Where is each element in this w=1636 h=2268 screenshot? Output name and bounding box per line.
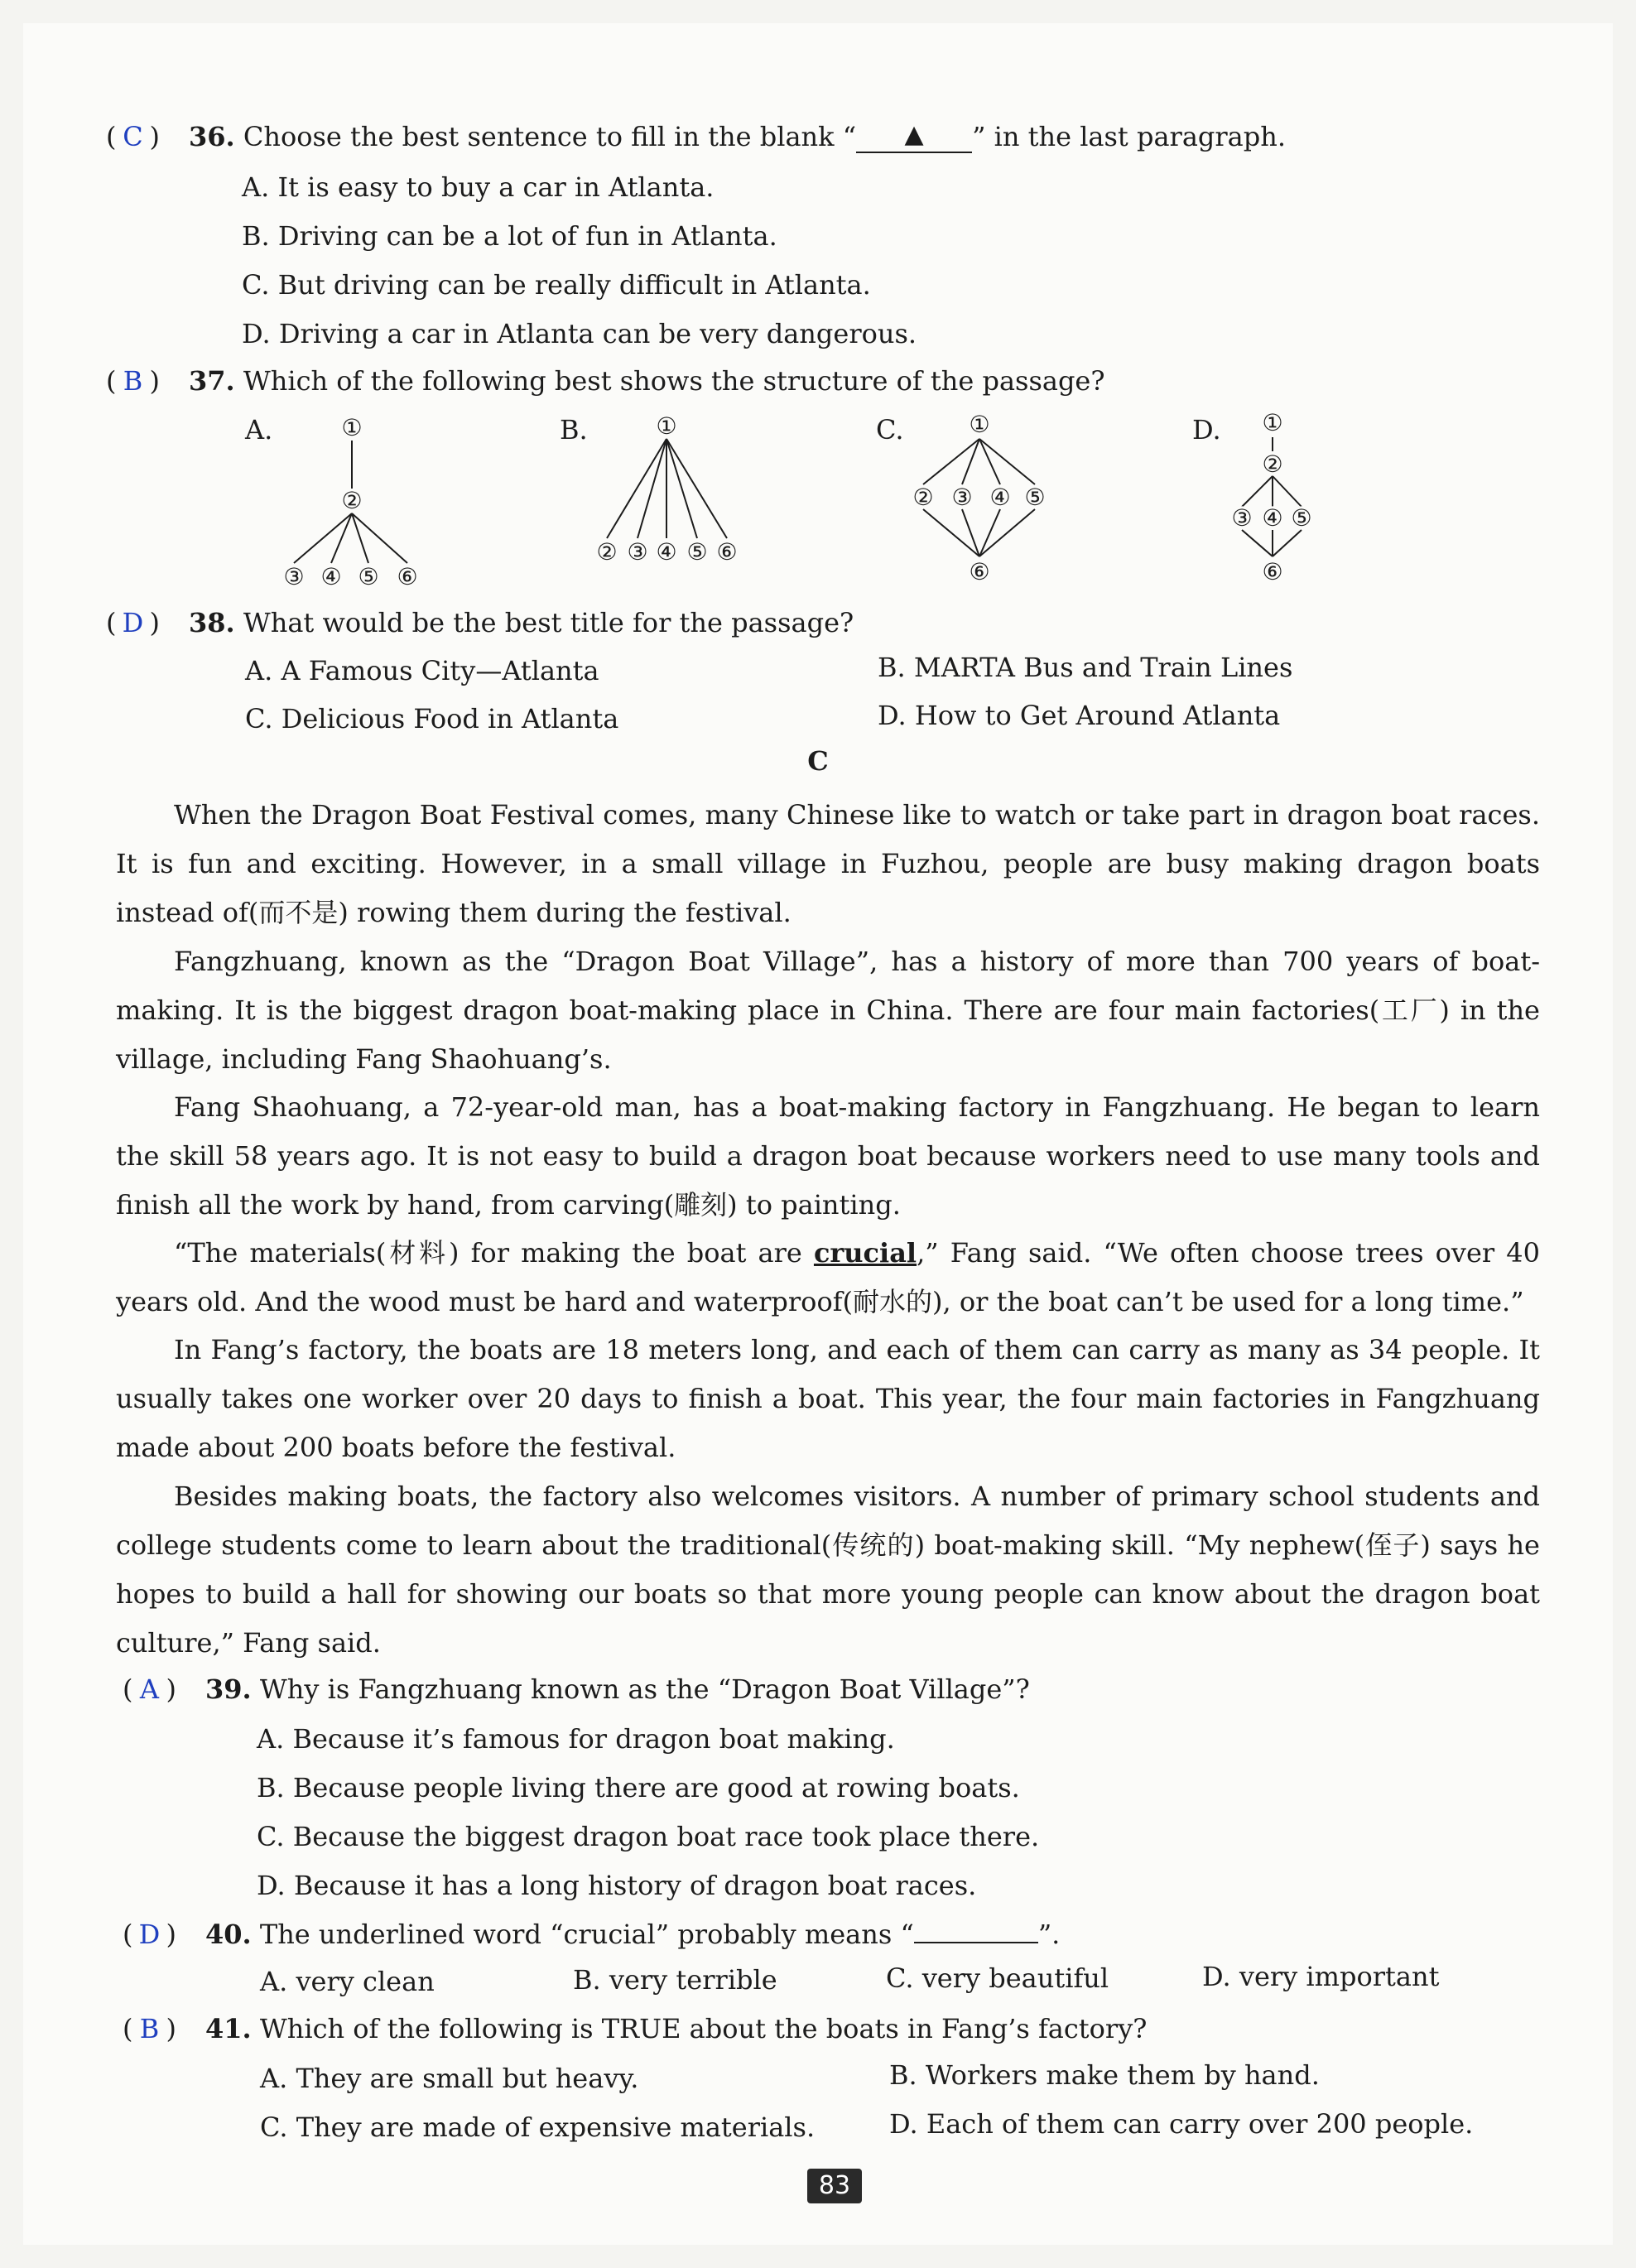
node-d-3: ③ [1231,504,1253,532]
diagram-d-label: D. [1192,414,1221,445]
question-37: ( B ) 37. Which of the following best shows the structure of the passage? [106,365,1105,397]
question-40: ( D ) 40. The underlined word “crucial” probably means “ ”. [123,1919,1061,1950]
node-c-4: ④ [989,484,1011,511]
node-b-5: ⑤ [686,538,708,566]
passage-paragraph-4: “The materials(材料) for making the boat are crucial,” Fang said. “We often choose trees over 40 years old. And the wood must be hard and waterproof(耐水的), or the boat can’t be used for a long time.” [116,1237,1540,1317]
node-a-6: ⑥ [397,563,418,590]
passage-paragraph-2: Fangzhuang, known as the “Dragon Boat Village”, has a history of more than 700 years of boat-making. It is the biggest dragon boat-making place in China. There are four main factories(工厂) in the village, including Fang Shaohuang’s. [116,946,1540,1075]
question-number: 37. [189,365,235,397]
option-41-a: A. They are small but heavy. [260,2063,639,2094]
option-36-a: A. It is easy to buy a car in Atlanta. [242,171,715,203]
node-c-3: ③ [951,484,973,511]
answer-38: D [122,607,144,638]
option-40-d: D. very important [1202,1961,1440,1992]
node-b-6: ⑥ [716,538,738,566]
option-38-a: A. A Famous City—Atlanta [245,655,599,686]
node-c-1: ① [969,411,990,438]
answer-40: D [138,1919,161,1950]
diagram-b-label: B. [560,414,588,445]
option-41-c: C. They are made of expensive materials. [260,2112,816,2143]
option-40-b: B. very terrible [573,1964,777,1996]
node-a-1: ① [341,414,363,441]
triangle-icon: ▲ [904,120,924,149]
option-38-d: D. How to Get Around Atlanta [878,700,1281,731]
question-39: ( A ) 39. Why is Fangzhuang known as the “Dragon Boat Village”? [123,1673,1030,1705]
question-text: Which of the following is TRUE about the boats in Fang’s factory? [259,2013,1148,2044]
node-b-2: ② [596,538,618,566]
node-a-3: ③ [283,563,305,590]
node-a-4: ④ [320,563,342,590]
option-41-d: D. Each of them can carry over 200 people. [889,2108,1474,2140]
node-d-2: ② [1262,450,1283,478]
option-40-a: A. very clean [260,1966,435,1997]
option-41-b: B. Workers make them by hand. [889,2059,1320,2091]
question-38: ( D ) 38. What would be the best title for the passage? [106,607,854,638]
passage-paragraph-1: When the Dragon Boat Festival comes, many Chinese like to watch or take part in dragon boat races. It is fun and exciting. However, in a small village in Fuzhou, people are busy making dragon boats instead of(而不是) rowing them during the festival. [116,799,1540,928]
answer-36: C [123,121,143,152]
passage-paragraph-6: Besides making boats, the factory also welcomes visitors. A number of primary school students and college students come to learn about the traditional(传统的) boat-making skill. “My nephew(侄子) says he hopes to build a hall for showing our boats so that more young people can know about the dragon boat culture,” Fang said. [116,1481,1540,1659]
underlined-word: crucial [813,1237,917,1269]
blank [914,1942,1038,1943]
section-title: C [807,745,829,777]
option-39-a: A. Because it’s famous for dragon boat making. [257,1723,895,1755]
question-36: ( C ) 36. Choose the best sentence to fill in the blank “ ▲ ” in the last paragraph. [106,120,1286,156]
question-text: Why is Fangzhuang known as the “Dragon Boat Village”? [259,1673,1030,1705]
question-number: 41. [205,2013,252,2044]
question-text: Which of the following best shows the structure of the passage? [243,365,1105,397]
node-c-2: ② [912,484,934,511]
option-40-c: C. very beautiful [886,1962,1109,1994]
question-text-end: ”. [1037,1919,1061,1950]
node-b-1: ① [656,412,677,440]
option-36-d: D. Driving a car in Atlanta can be very dangerous. [242,318,917,349]
question-number: 36. [189,121,235,152]
node-c-5: ⑤ [1024,484,1046,511]
node-a-2: ② [341,487,363,514]
node-b-4: ④ [656,538,677,566]
question-text: The underlined word “crucial” probably means “ [259,1919,914,1950]
option-38-c: C. Delicious Food in Atlanta [245,703,619,734]
passage-paragraph-5: In Fang’s factory, the boats are 18 meters long, and each of them can carry as many as 34 people. It usually takes one worker over 20 days to finish a boat. This year, the four main factories in Fangzhuang made about 200 boats before the festival. [116,1334,1540,1463]
diagram-c-label: C. [876,414,904,445]
question-text-end: ” in the last paragraph. [972,121,1287,152]
node-d-5: ⑤ [1291,504,1312,532]
question-text: Choose the best sentence to fill in the blank “ [243,121,857,152]
question-number: 38. [189,607,235,638]
node-c-6: ⑥ [969,558,990,585]
answer-39: A [139,1673,160,1705]
passage-paragraph-3: Fang Shaohuang, a 72-year-old man, has a boat-making factory in Fangzhuang. He began to learn the skill 58 years ago. It is not easy to build a dragon boat because workers need to use many tools and finish all the work by hand, from carving(雕刻) to painting. [116,1091,1540,1221]
structure-diagrams [0,0,1636,613]
page-number: 83 [807,2169,862,2203]
question-41: ( B ) 41. Which of the following is TRUE about the boats in Fang’s factory? [123,2013,1148,2044]
option-39-b: B. Because people living there are good at rowing boats. [257,1772,1020,1803]
question-number: 40. [205,1919,252,1950]
node-d-6: ⑥ [1262,558,1283,585]
node-b-3: ③ [627,538,648,566]
option-36-c: C. But driving can be really difficult in Atlanta. [242,269,871,301]
node-d-4: ④ [1262,504,1283,532]
answer-41: B [139,2013,160,2044]
option-39-c: C. Because the biggest dragon boat race took place there. [257,1821,1040,1852]
option-38-b: B. MARTA Bus and Train Lines [878,652,1293,683]
option-39-d: D. Because it has a long history of dragon boat races. [257,1870,977,1901]
diagram-a-label: A. [245,414,273,445]
node-d-1: ① [1262,409,1283,436]
option-36-b: B. Driving can be a lot of fun in Atlanta. [242,220,777,252]
question-number: 39. [205,1673,252,1705]
question-text: What would be the best title for the passage? [243,607,854,638]
answer-37: B [123,365,143,397]
node-a-5: ⑤ [358,563,379,590]
